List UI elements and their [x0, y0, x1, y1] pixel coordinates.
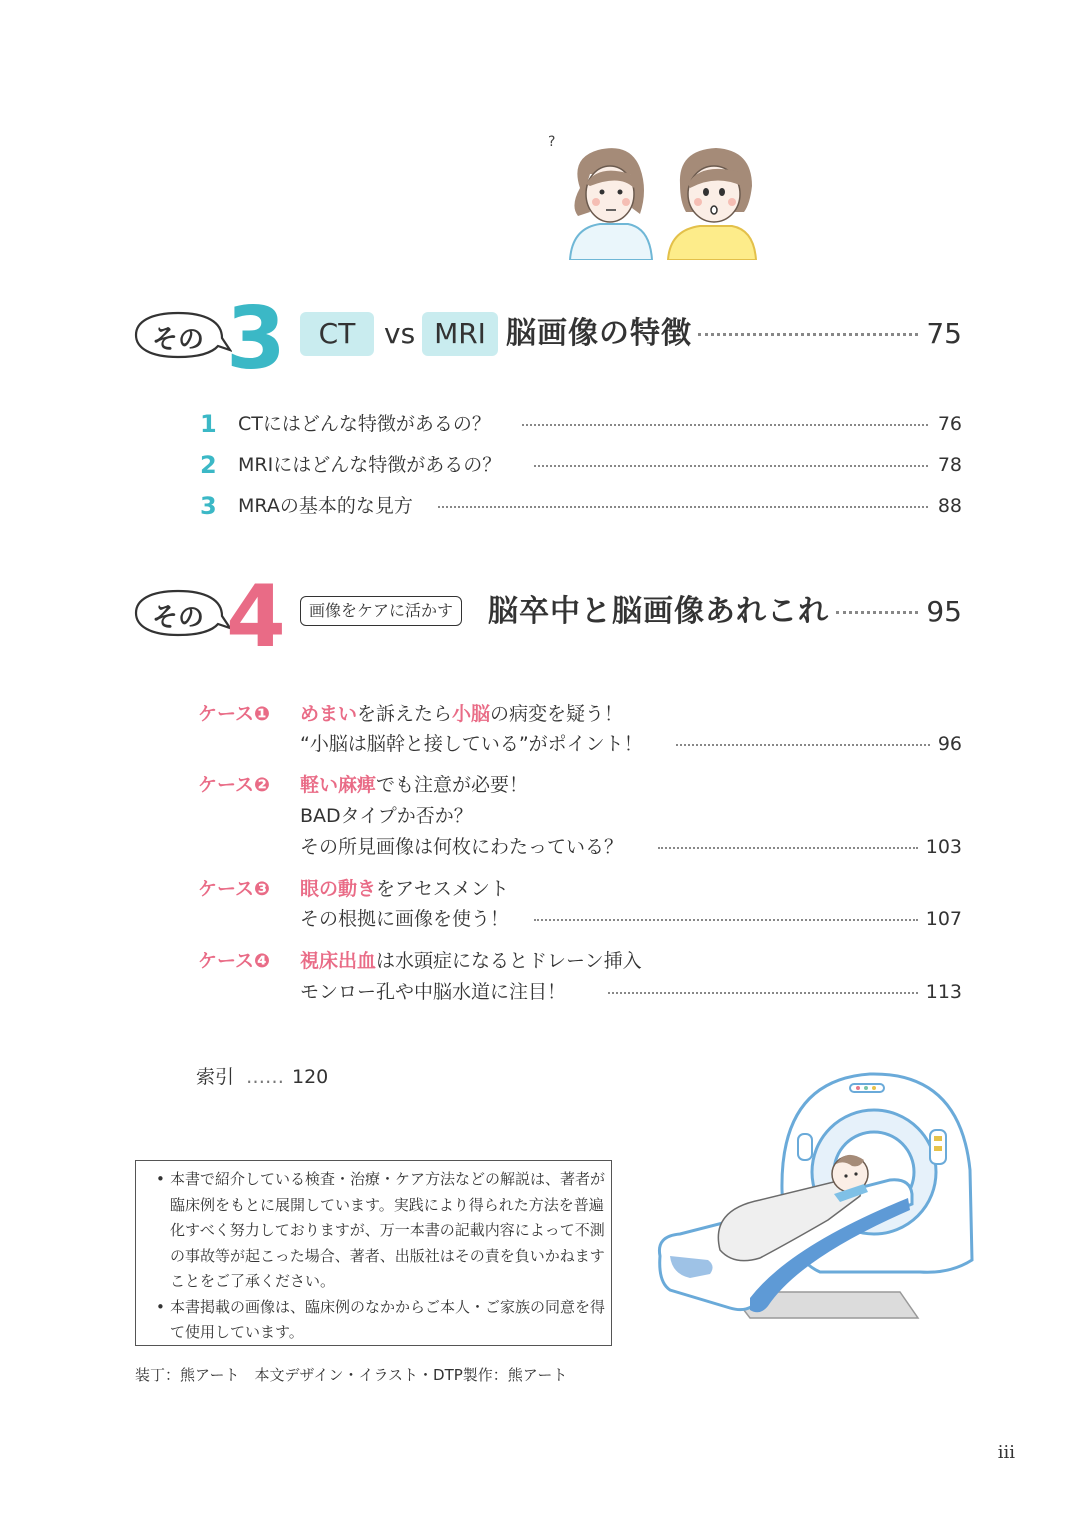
index-page: 120 — [292, 1066, 329, 1088]
dot-leader — [534, 465, 928, 467]
page-number: iii — [997, 1442, 1015, 1463]
index-label: 索引 — [196, 1066, 235, 1088]
item-page: 113 — [925, 981, 962, 1003]
notice-item: • 本書で紹介している検査・治療・ケア方法などの解説は、著者が臨床例をもとに展開しています。実践により得られた方法を普遍化すべく努力しておりますが、万一本書の記載内容によって不測の事故等が起こった場合、著者、出版社はその責を負いかねますことをご了承ください。 — [156, 1170, 606, 1290]
question-mark: ? — [548, 134, 556, 150]
nurses-illustration — [540, 128, 770, 260]
credits: 装丁：熊アート 本文デザイン・イラスト・DTP製作：熊アート — [135, 1366, 568, 1384]
mri-pill: MRI — [422, 312, 498, 356]
index-entry[interactable] — [196, 1062, 396, 1092]
section-4-header — [132, 567, 962, 670]
toc-item[interactable] — [300, 729, 962, 759]
toc-item[interactable] — [200, 409, 962, 439]
case-line: 眼の動きをアセスメント — [300, 878, 509, 900]
dot-leader — [698, 333, 918, 336]
item-number: 2 — [200, 451, 217, 479]
toc-item[interactable] — [300, 904, 962, 934]
dot-leader — [676, 744, 930, 746]
ct-pill: CT — [300, 312, 374, 356]
item-title: その根拠に画像を使う！ — [300, 908, 510, 930]
vs-label: vs — [384, 317, 416, 350]
bubble-label: その — [151, 325, 204, 355]
dot-leader — [836, 611, 918, 614]
case-label: ケース❶ — [198, 703, 271, 725]
toc-item[interactable] — [300, 832, 962, 862]
section-number: 3 — [226, 289, 286, 389]
item-page: 96 — [937, 733, 962, 755]
care-tag: 画像をケアに活かす — [300, 596, 462, 626]
item-page: 103 — [925, 836, 962, 858]
case-line: 視床出血は水頭症になるとドレーン挿入 — [300, 950, 642, 972]
case-line: BADタイプか否か？ — [300, 805, 473, 827]
case-label: ケース❷ — [198, 774, 271, 796]
dot-leader — [438, 506, 928, 508]
item-title: CTにはどんな特徴があるの？ — [238, 413, 491, 435]
toc-item[interactable] — [200, 450, 962, 480]
item-page: 88 — [937, 495, 962, 517]
item-title: MRAの基本的な見方 — [238, 495, 413, 517]
item-page: 107 — [925, 908, 962, 930]
index-dots: …… — [246, 1066, 284, 1088]
case-label: ケース❸ — [198, 878, 271, 900]
section-3-header — [132, 289, 962, 392]
dot-leader — [608, 992, 918, 994]
notice-item: • 本書掲載の画像は、臨床例のなかからご本人・ご家族の同意を得て使用しています。 — [156, 1297, 606, 1341]
item-title: モンロー孔や中脳水道に注目！ — [300, 981, 567, 1003]
item-page: 78 — [937, 454, 962, 476]
section-title: 脳画像の特徴 — [506, 316, 692, 351]
toc-item[interactable] — [200, 491, 962, 521]
speech-bubble-icon — [132, 588, 232, 638]
section-title: 脳卒中と脳画像あれこれ — [488, 594, 829, 629]
dot-leader — [522, 424, 928, 426]
item-title: MRIにはどんな特徴があるの？ — [238, 454, 502, 476]
toc-item[interactable] — [300, 977, 962, 1007]
section-number: 4 — [226, 567, 286, 667]
case-label: ケース❹ — [198, 950, 271, 972]
bubble-label: その — [151, 603, 204, 633]
item-title: “小脳は脳幹と接している”がポイント！ — [300, 733, 643, 755]
dot-leader — [534, 919, 918, 921]
item-title: その所見画像は何枚にわたっている？ — [300, 836, 624, 858]
item-number: 3 — [200, 492, 217, 520]
section-page: 95 — [926, 595, 962, 628]
notice-box — [135, 1160, 612, 1346]
case-line: めまいを訴えたら小脳の病変を疑う！ — [300, 703, 624, 725]
case-line: 軽い麻痺でも注意が必要！ — [300, 774, 529, 796]
section-page: 75 — [926, 317, 962, 350]
item-page: 76 — [937, 413, 962, 435]
speech-bubble-icon — [132, 310, 232, 360]
mri-scanner-illustration — [650, 1060, 1000, 1330]
item-number: 1 — [200, 410, 217, 438]
dot-leader — [658, 847, 918, 849]
